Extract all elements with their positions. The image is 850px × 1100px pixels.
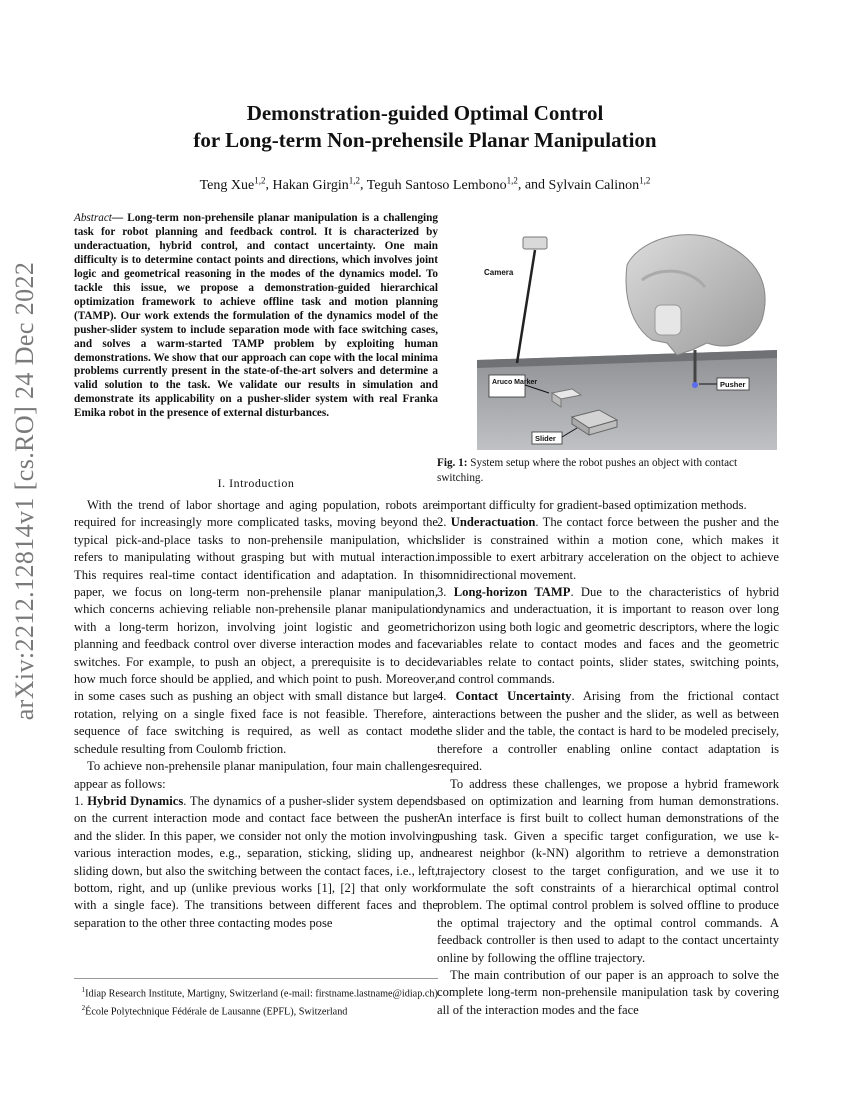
paragraph: To achieve non-prehensile planar manipulation, four main challenges appear as follows:: [74, 759, 438, 791]
list-item: 3. Long-horizon TAMP. Due to the characteristics of hybrid dynamics and underactuation, it is important to reason over long horizon using both logic and geometric descriptors, where the logic variables relate to contact modes and faces and the geometric variables relate to contact points, slider states, switching points, and control commands.: [437, 585, 779, 687]
label-aruco: Aruco Marker: [492, 379, 538, 386]
title-line-2: for Long-term Non-prehensile Planar Manipulation: [193, 128, 657, 152]
title-line-1: Demonstration-guided Optimal Control: [246, 101, 604, 125]
list-item: 1. Hybrid Dynamics. The dynamics of a pusher-slider system depends on the current interaction mode and contact face between the pusher and the slider. In this paper, we consider not only the motion involving various interaction modes, e.g., separation, sticking, sliding up, and sliding down, but also the switching between the contact faces, i.e., left, bottom, right, and up (unlike previous works [1], [2] that only work with a single face). The transitions between different faces and the separation to the other three contacting modes pose: [74, 793, 438, 930]
paragraph: To address these challenges, we propose a hybrid framework based on optimization and learning from human demonstrations. An interface is first built to collect human demonstrations of the pushing task. Given a specific target configuration, we use k-nearest neighbor (k-NN) algorithm to retrieve a demonstration trajectory closest to the target configuration, and we use it to formulate the soft constraints of a hierarchical optimal control problem. The optimal control problem is solved offline to produce the optimal trajectory and the optimal control commands. A feedback controller is then used to adapt to the contact uncertainty online by following the offline trajectory.: [437, 776, 779, 965]
author: Teguh Santoso Lembono$^{1,2}$: [366, 175, 518, 193]
section-heading: I. Introduction: [217, 476, 295, 490]
list-item: 4. Contact Uncertainty. Arising from the frictional contact interactions between the pusher and the slider, as well as between the slider and the table, the contact is hard to be modeled precisely, therefore a controller enabling online contact adaptation is required.: [437, 689, 779, 774]
footnotes: [74, 978, 438, 1020]
list-item: 2. Underactuation. The contact force between the pusher and the slider is constrained within a motion cone, which makes it impossible to exert arbitrary acceleration on the object to achieve omnidirectional movement.: [437, 515, 779, 582]
arxiv-stamp: arXiv:2212.12814v1 [cs.RO] 24 Dec 2022: [10, 261, 39, 721]
paper-title: [0, 100, 850, 154]
camera-icon: [523, 237, 547, 249]
paragraph: important difficulty for gradient-based optimization methods.: [437, 498, 747, 512]
abstract-lead: Abstract: [74, 212, 112, 224]
footnote-2: $^2$École Polytechnique Fédérale de Lausanne (EPFL), Switzerland: [81, 1004, 348, 1018]
figure-system-setup: [477, 225, 777, 450]
footnote-1: $^1$Idiap Research Institute, Martigny, Switzerland (e-mail: firstname.lastname@idiap.ch): [81, 986, 438, 1000]
figure-caption: [437, 456, 779, 486]
author: Teng Xue$^{1,2}$: [199, 175, 266, 193]
label-pusher: Pusher: [720, 380, 746, 389]
paragraph: With the trend of labor shortage and aging population, robots are required for increasingly more complicated tasks, moving beyond the typical pick-and-place tasks to non-prehensile manipulation, which refers to manipulating without grasping but with mutual interaction. This requires real-time contact identification and adaptation. In this paper, we focus on long-term non-prehensile planar manipulation, which concerns achieving reliable non-prehensile planar manipulation with a long-term horizon, involving joint logistic and geometric planning and feedback control over diverse interaction modes and face switches. For example, to push an object, a prerequisite is to decide how much force should be applied, and which point to push. Moreover, in some cases such as pushing an object with small distance but large rotation, relying on a single fixed face is not feasible. Therefore, a sequence of face switching is required, as well as contact mode schedule resulting from Coulomb friction.: [74, 498, 438, 756]
label-camera: Camera: [484, 268, 514, 277]
footnote-rule: [74, 978, 438, 979]
right-column-body: [437, 497, 779, 1019]
abstract: [74, 212, 438, 421]
author: Hakan Girgin$^{1,2}$: [272, 175, 361, 193]
left-column-body: [74, 497, 438, 932]
paragraph: The main contribution of our paper is an approach to solve the complete long-term non-prehensile manipulation task by covering all of the interaction modes and the face: [437, 967, 779, 1017]
abstract-text: — Long-term non-prehensile planar manipulation is a challenging task for robot planning and feedback control. It is characterized by underactuation, hybrid control, and contact uncertainty. One main difficulty is to determine contact points and directions, which involves joint logic and geometrical reasoning in the modes of the dynamics model. To tackle this issue, we propose a demonstration-guided hierarchical optimization framework to achieve offline task and motion planning (TAMP). Our work extends the formulation of the dynamics model of the pusher-slider system to include separation mode with face switching cases, and solves a warm-started TAMP problem by exploiting human demonstrations. We show that our approach can cope with the local minima problems currently present in the state-of-the-art solvers and determine a valid solution to the task. We validate our results in simulation and demonstrate its applicability on a pusher-slider system with real Franka Emika robot in the presence of external disturbances.: [74, 212, 438, 420]
caption-label: Fig. 1:: [437, 457, 468, 469]
author: Sylvain Calinon$^{1,2}$: [548, 175, 651, 193]
label-slider: Slider: [535, 434, 556, 443]
author-list: Teng Xue$^{1,2}$, Hakan Girgin$^{1,2}$, Teguh Santoso Lembono$^{1,2}$, and Sylvain Calinon$^{1,2}$: [199, 175, 651, 193]
caption-text: System setup where the robot pushes an object with contact switching.: [437, 457, 738, 484]
